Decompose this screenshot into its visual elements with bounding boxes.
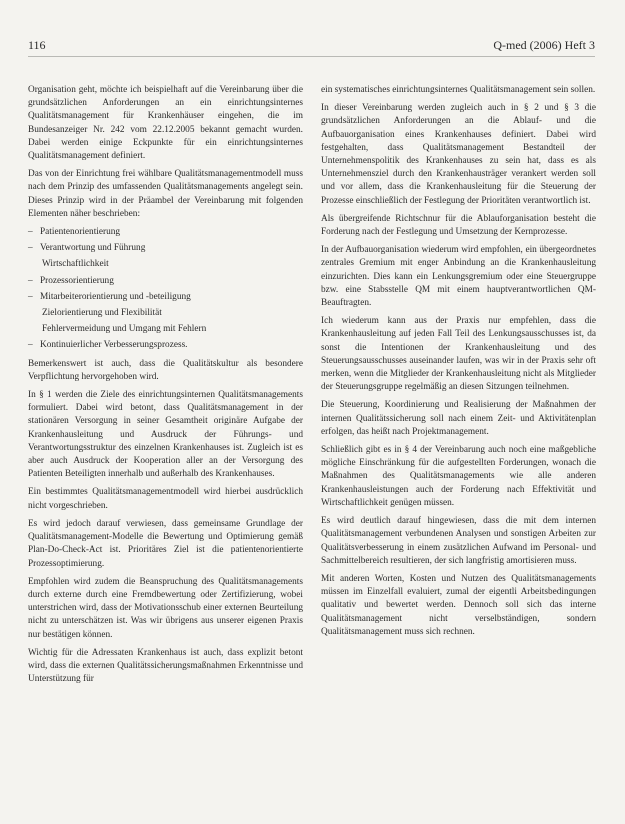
paragraph: In dieser Vereinbarung werden zugleich auch in § 2 und § 3 die grundsätzlichen Anforderungen an die Ablauf- und die Aufbauorganisation eines Krankenhauses definiert. Dabei wird festgehalten, dass Qualitätsmanagement Bestandteil der Unternehmenspolitik des Krankenhauses zu sein hat, dass es als Unternehmensziel durch den Krankenhausträger verankert werden soll und vor allem, dass die Krankenhausleitung für die Steuerung der Prozesse einschließlich der Festlegung der Prioritäten verantwortlich ist. — [321, 103, 596, 206]
list-item: – Patientenorientierung — [28, 226, 303, 239]
paragraph: Bemerkenswert ist auch, dass die Qualitätskultur als besondere Verpflichtung hervorgehoben wird. — [28, 358, 303, 382]
paragraph: Ein bestimmtes Qualitätsmanagementmodell wird hierbei ausdrücklich nicht vorgeschrieben. — [28, 487, 303, 511]
header-rule — [28, 56, 595, 57]
paragraph: Es wird deutlich darauf hingewiesen, dass die mit dem internen Qualitätsmanagement verbundenen Analysen und sonstigen Arbeiten zur Qualitätsverbesserung in einem zusätzlichen Aufwand im Personal- und Sachmittelbereich resultieren, der sich langfristig amortisieren muss. — [321, 516, 596, 566]
paragraph: Das von der Einrichtung frei wählbare Qualitätsmanagementmodell muss nach dem Prinzip des umfassenden Qualitätsmanagements angelegt sein. Dieses Prinzip wird in der Präambel der Vereinbarung mit folgenden Elementen näher beschrieben: — [28, 169, 303, 219]
left-column — [28, 84, 303, 691]
paragraph: ein systematisches einrichtungsinternes Qualitätsmanagement sein sollen. — [321, 85, 596, 95]
list-item: – Mitarbeiterorientierung und -beteiligung — [28, 291, 303, 304]
list-item: – Verantwortung und Führung — [28, 242, 303, 255]
paragraph: Es wird jedoch darauf verwiesen, dass gemeinsame Grundlage der Qualitätsmanagement-Modelle die Bewertung und Optimierung gemäß Plan-Do-Check-Act ist. Prioritäres Ziel ist die patientenorientierte Prozessoptimierung. — [28, 518, 303, 569]
list-item: – Kontinuierlicher Verbesserungsprozess. — [28, 339, 303, 352]
paragraph: Organisation geht, möchte ich beispielhaft auf die Vereinbarung über die grundsätzlichen Anforderungen an ein einrichtungsinternes Qualitätsmanagement für Krankenhäuser eingehen, die im Bundesanzeiger Nr. 242 vom 22.12.2005 bekannt gemacht wurden. Dabei werden einige Eckpunkte für ein einrichtungsinternes Qualitätsmanagement definiert. — [28, 85, 303, 162]
right-column — [321, 84, 596, 691]
page-number: 116 — [28, 38, 46, 52]
paragraph: Schließlich gibt es in § 4 der Vereinbarung auch noch eine maßgebliche mögliche Einschränkung für die aufgestellten Forderungen, wonach die Maßnahmen des Qualitätsmanagements wie alle anderen Krankenhausleistungen auch der Forderung nach Effektivität und Wirtschaftlichkeit genügen müssen. — [321, 445, 596, 508]
paragraph: Als übergreifende Richtschnur für die Ablauforganisation besteht die Forderung nach der Festlegung und Umsetzung der Kernprozesse. — [321, 213, 596, 238]
list-item: Fehlervermeidung und Umgang mit Fehlern — [42, 324, 207, 335]
paragraph: In der Aufbauorganisation wiederum wird empfohlen, ein übergeordnetes zentrales Gremium mit enger Anbindung an die Krankenhausleitung einzurichten. Dies kann ein Lenkungsgremium oder eine Steuergruppe bzw. eine Stabsstelle QM mit einem hauptverantwortlichen QM-Beauftragten. — [321, 245, 596, 309]
text-columns — [28, 84, 596, 691]
list-item: Wirtschaftlichkeit — [42, 259, 109, 270]
paragraph: Empfohlen wird zudem die Beanspruchung des Qualitätsmanagements durch externe durch eine Fremdbewertung oder Zertifizierung, wobei unterstrichen wird, dass der Motivationsschub einer externen Beurteilung nicht zu unterschätzen ist. Was wir übrigens aus unserer eigenen Praxis nur bestätigen können. — [28, 576, 303, 640]
running-head: Q-med (2006) Heft 3 — [493, 38, 595, 52]
list-item: – Prozessorientierung — [28, 275, 303, 288]
paragraph: In § 1 werden die Ziele des einrichtungsinternen Qualitätsmanagements formuliert. Dabei wird betont, dass Qualitätsmanagement in der stationären Versorgung in seiner Gesamtheit originäre Aufgabe der Krankenhausleitung und Ausdruck der Führungs- und Verantwortungsstruktur des einzelnen Krankenhauses ist. Zugleich ist es aber auch Ausdruck der Kooperation aller an der Versorgung des Patienten Beteiligten innerhalb und außerhalb des Krankenhauses. — [28, 390, 303, 480]
paragraph: Ich wiederum kann aus der Praxis nur empfehlen, dass die Krankenhausleitung auf jeden Fall Teil des Lenkungsausschusses ist, da sonst die Intentionen der Krankenhausleitung und des Steuerungsausschusses auseinander laufen, was wir in der Praxis sehr oft merken, wenn die Mitglieder der Krankenhausleitung nicht als Mitglieder der Steuerungsgruppe regelmäßig an diesen Sitzungen teilnehmen. — [321, 316, 596, 393]
paragraph: Wichtig für die Adressaten Krankenhaus ist auch, dass explizit betont wird, dass die externen Qualitätssicherungsmaßnahmen Erkenntnisse und Unterstützung für — [28, 647, 303, 685]
principles-list — [28, 226, 303, 353]
paragraph: Die Steuerung, Koordinierung und Realisierung der Maßnahmen der internen Qualitätssicherung soll nach einem Zeit- und Aktivitätenplan erfolgen, das heißt nach Projektmanagement. — [321, 400, 596, 437]
list-item: Zielorientierung und Flexibilität — [42, 308, 162, 319]
paragraph: Mit anderen Worten, Kosten und Nutzen des Qualitätsmanagements müssen im Einzelfall evaluiert, zumal der eigentli Arbeitsbedingungen qualitativ und bewertet werden. Dennoch soll sich das interne Qualitätsmanagement nicht verselbständigen, sondern Qualitätsmanagement muss sich rechnen. — [321, 573, 596, 637]
